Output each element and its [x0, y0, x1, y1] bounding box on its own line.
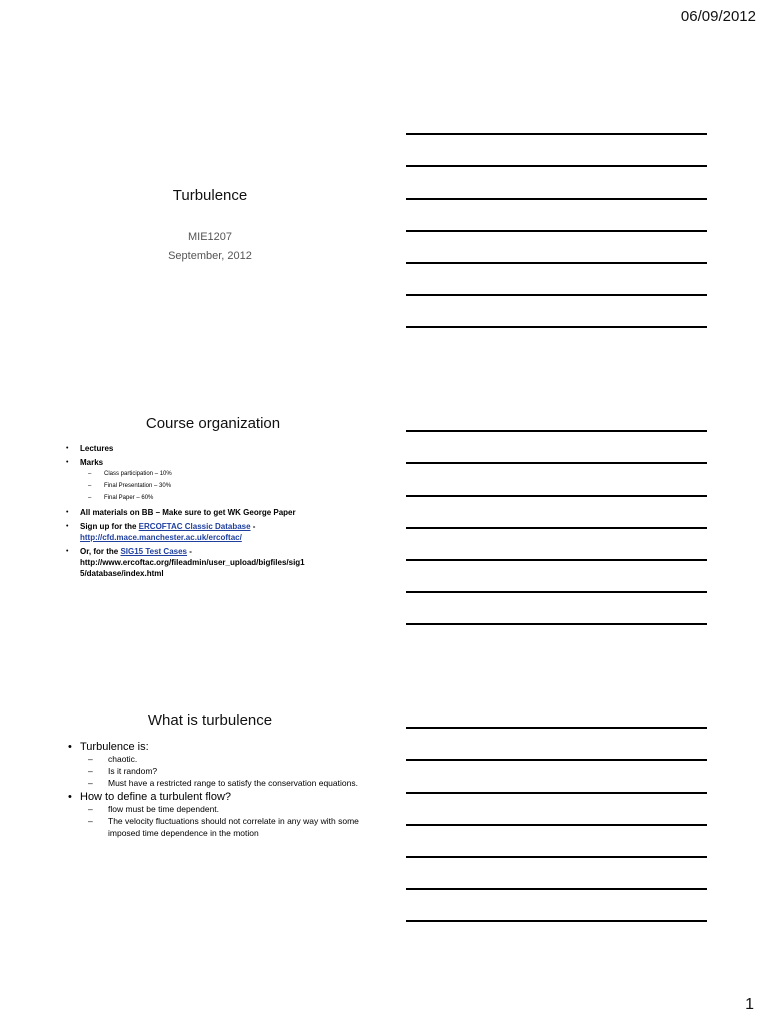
note-line — [406, 165, 707, 167]
ercoftac-url-link[interactable]: http://cfd.mace.manchester.ac.uk/ercoftac/ — [80, 533, 242, 542]
list-item: – chaotic. — [80, 753, 360, 765]
slide-title: Turbulence — [172, 187, 248, 204]
slide-turbulence-title — [60, 187, 360, 266]
note-line — [406, 727, 707, 729]
turbulence-is-sublist — [80, 753, 360, 789]
list-item-define-turbulent-flow: • How to define a turbulent flow? – flow must be time dependent. – The velocity fluctuations should not correlate in any way with some imposed time dependence in the motion — [62, 791, 360, 839]
sig15-url-line1: http://www.ercoftac.org/fileadmin/user_upload/bigfiles/sig1 — [80, 558, 305, 567]
note-line — [406, 462, 707, 464]
list-item-lectures: • Lectures — [62, 443, 366, 454]
list-item: – Class participation – 10% — [80, 468, 366, 480]
note-line — [406, 495, 707, 497]
list-item: – The velocity fluctuations should not correlate in any way with some imposed time dependence in the motion — [80, 815, 360, 839]
note-line — [406, 920, 707, 922]
note-line — [406, 133, 707, 135]
marks-sublist — [80, 468, 366, 504]
note-line — [406, 230, 707, 232]
sig15-url-line2: 5/database/index.html — [80, 569, 164, 578]
note-line — [406, 262, 707, 264]
note-line — [406, 294, 707, 296]
slide-what-is-turbulence — [76, 712, 360, 841]
note-line — [406, 326, 707, 328]
list-item-marks: • Marks – Class participation – 10% – Final Presentation – 30% – Final Paper – 60% — [62, 457, 366, 504]
list-item: – Final Paper – 60% — [80, 492, 366, 504]
note-line — [406, 430, 707, 432]
note-line — [406, 792, 707, 794]
slide-course-organization — [76, 415, 366, 582]
list-item: – Must have a restricted range to satisfy the conservation equations. — [80, 777, 360, 789]
note-line — [406, 559, 707, 561]
list-item-signup: • Sign up for the ERCOFTAC Classic Database - http://cfd.mace.manchester.ac.uk/ercoftac/ — [62, 521, 366, 543]
slide-title: What is turbulence — [147, 712, 273, 729]
slide-title: Course organization — [145, 415, 281, 432]
note-line — [406, 759, 707, 761]
sig15-link[interactable]: SIG15 Test Cases — [120, 547, 188, 556]
note-line — [406, 623, 707, 625]
note-line — [406, 888, 707, 890]
bullet-list — [62, 443, 366, 579]
list-item: – flow must be time dependent. — [80, 803, 360, 815]
list-item-materials: • All materials on BB – Make sure to get WK George Paper — [62, 507, 366, 518]
list-item: – Is it random? — [80, 765, 360, 777]
note-line — [406, 824, 707, 826]
note-line — [406, 856, 707, 858]
bullet-list — [62, 741, 360, 839]
define-flow-sublist — [80, 803, 360, 839]
header-date: 06/09/2012 — [680, 8, 756, 25]
note-line — [406, 527, 707, 529]
course-code: MIE1207 — [187, 231, 233, 243]
course-date: September, 2012 — [168, 250, 252, 262]
list-item-turbulence-is: • Turbulence is: – chaotic. – Is it random? – Must have a restricted range to satisfy the conservation equations. — [62, 741, 360, 789]
ercoftac-link[interactable]: ERCOFTAC Classic Database — [138, 522, 251, 531]
list-item-sig15: • Or, for the SIG15 Test Cases - http://www.ercoftac.org/fileadmin/user_upload/bigfiles/sig1 5/database/index.html — [62, 546, 366, 579]
note-line — [406, 198, 707, 200]
page-number: 1 — [745, 996, 754, 1013]
list-item: – Final Presentation – 30% — [80, 480, 366, 492]
note-line — [406, 591, 707, 593]
